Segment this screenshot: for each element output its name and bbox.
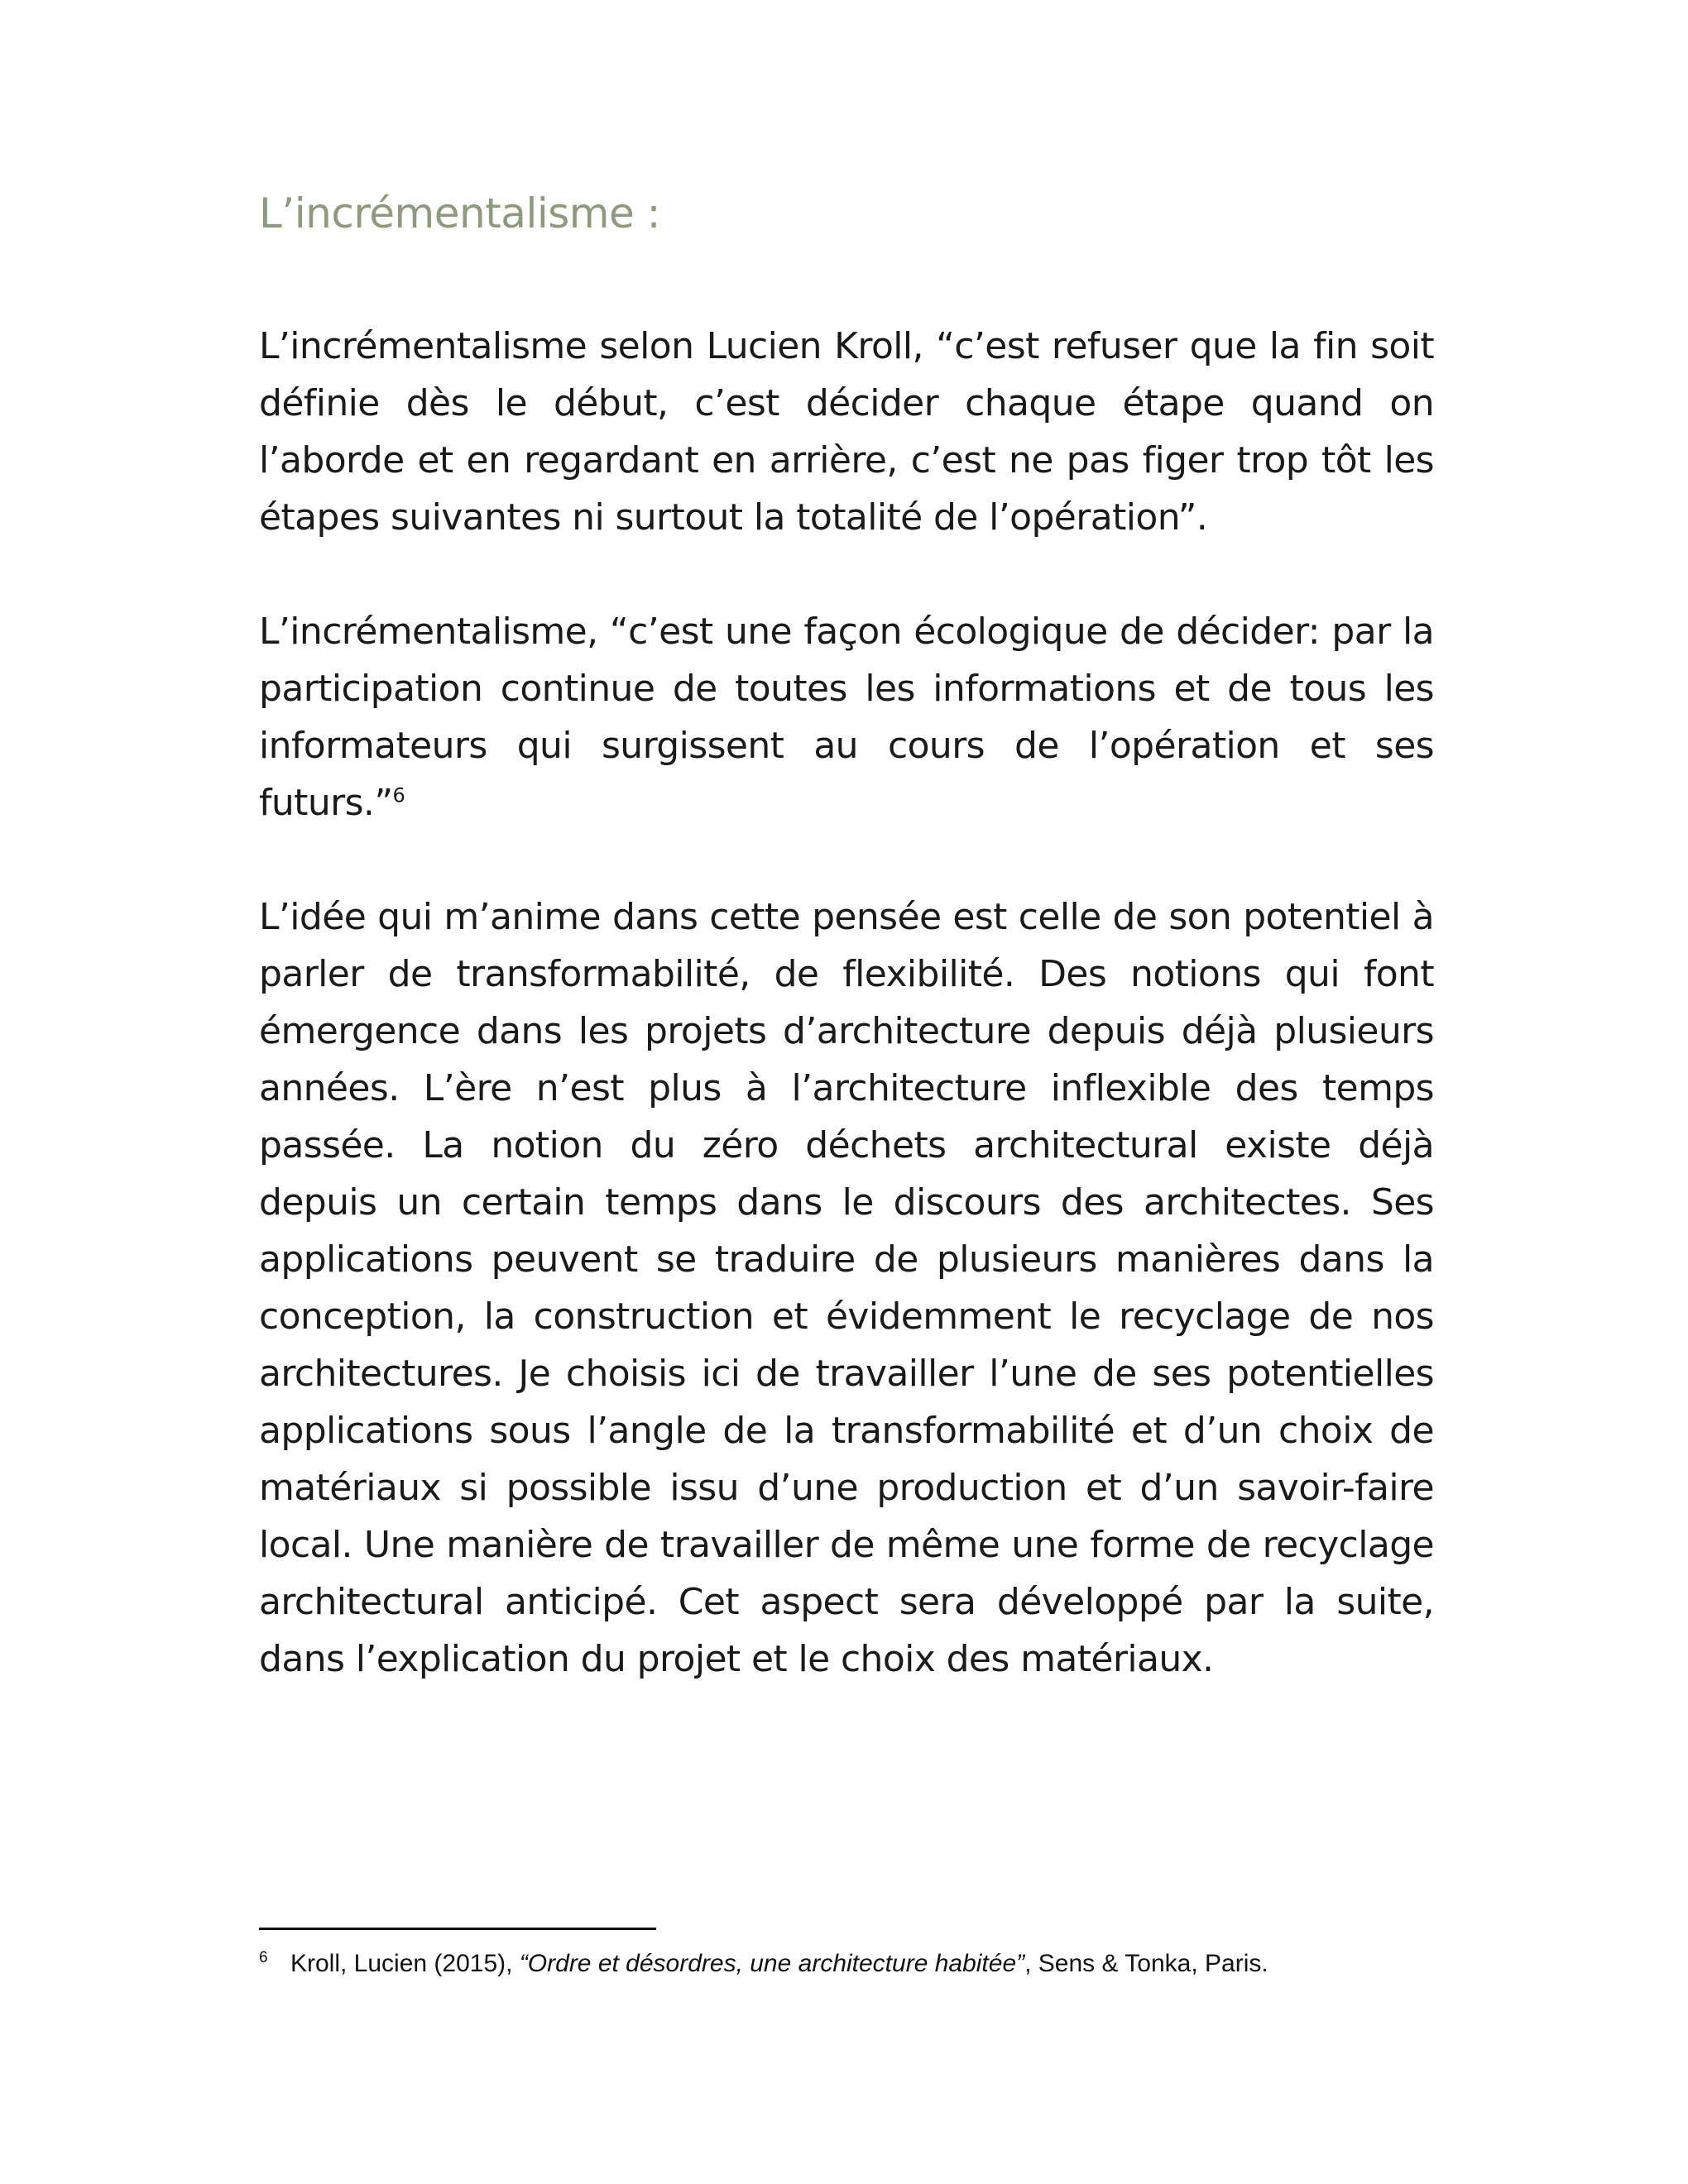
footnote-reference[interactable]: 6 (392, 783, 405, 807)
paragraph-1 (259, 318, 1434, 546)
paragraph-2 (259, 603, 1434, 831)
footnote: 6 Kroll, Lucien (2015), “Ordre et désordres, une architecture habitée”, Sens & Tonka, Paris. (259, 1949, 1268, 1977)
paragraph-2-text: L’incrémentalisme, “c’est une façon écologique de décider: par la participation continue de toutes les informations et de tous les informateurs qui surgissent au cours de l’opération et ses futurs.” (259, 611, 1434, 824)
footnote-author: Kroll, Lucien (2015), (290, 1950, 520, 1977)
paragraph-3 (259, 888, 1434, 1688)
footnote-publisher: , Sens & Tonka, Paris. (1024, 1950, 1268, 1977)
footnote-book-title: “Ordre et désordres, une architecture habitée” (519, 1950, 1025, 1977)
section-title: L’incrémentalisme : (259, 189, 660, 237)
footnote-separator (259, 1928, 656, 1930)
paragraph-3-text: L’idée qui m’anime dans cette pensée est celle de son potentiel à parler de transformabilité, de flexibilité. Des notions qui font émergence dans les projets d’architecture depuis déjà plusieurs années. L’ère n’est plus à l’architecture inflexible des temps passée. La notion du zéro déchets architectural existe déjà depuis un certain temps dans le discours des architectes. Ses applications peuvent se traduire de plusieurs manières dans la conception, la construction et évidemment le recyclage de nos architectures. Je choisis ici de travailler l’une de ses potentielles applications sous l’angle de la transformabilité et d’un choix de matériaux si possible issu d’une production et d’un savoir-faire local. Une manière de travailler de même une forme de recyclage architectural anticipé. Cet aspect sera développé par la suite, dans l’explication du projet et le choix des matériaux. (259, 896, 1434, 1680)
paragraph-1-text: L’incrémentalisme selon Lucien Kroll, “c’est refuser que la fin soit définie dès le début, c’est décider chaque étape quand on l’aborde et en regardant en arrière, c’est ne pas figer trop tôt les étapes suivantes ni surtout la totalité de l’opération”. (259, 325, 1434, 539)
